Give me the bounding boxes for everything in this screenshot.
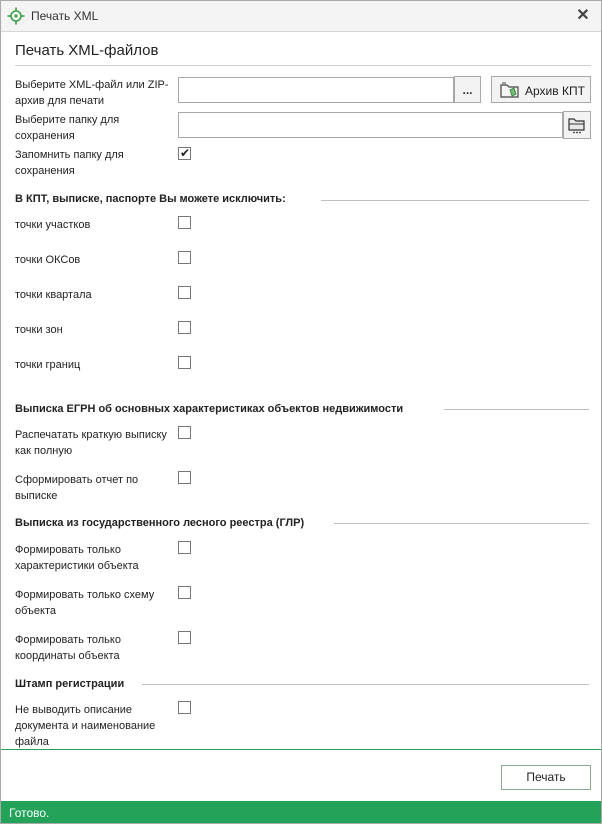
glr-item-label: Формировать только характеристики объекта [15, 544, 139, 572]
exclude-quarter-points-checkbox[interactable] [178, 286, 191, 299]
remember-folder-label: Запомнить папку для сохранения [15, 149, 124, 177]
egrn-item-label: Сформировать отчет по выписке [15, 474, 139, 502]
section-divider-glr [334, 523, 589, 524]
remember-folder-checkbox[interactable] [178, 147, 191, 160]
kpt-item-label: точки квартала [15, 289, 92, 301]
browse-file-button[interactable]: ... [454, 76, 481, 103]
folder-select-label: Выберите папку для сохранения [15, 114, 120, 142]
section-title-egrn: Выписка ЕГРН об основных характеристиках объектов недвижимости [15, 403, 404, 415]
exclude-border-points-checkbox[interactable] [178, 356, 191, 369]
egrn-item-label: Распечатать краткую выписку как полную [15, 429, 167, 457]
file-path-input[interactable] [178, 77, 454, 103]
footer-divider [1, 749, 601, 750]
status-text: Готово. [9, 806, 50, 820]
exclude-oks-points-checkbox[interactable] [178, 251, 191, 264]
folder-icon [568, 116, 586, 134]
archive-folder-icon [500, 81, 520, 99]
file-select-label: Выберите XML-файл или ZIP-архив для печати [15, 79, 169, 107]
exclude-parcel-points-checkbox[interactable] [178, 216, 191, 229]
only-scheme-checkbox[interactable] [178, 586, 191, 599]
heading-divider [15, 65, 591, 66]
hide-description-checkbox[interactable] [178, 701, 191, 714]
section-title-glr: Выписка из государственного лесного реестра (ГЛР) [15, 517, 305, 529]
section-title-stamp: Штамп регистрации [15, 678, 125, 690]
kpt-item-label: точки границ [15, 359, 81, 371]
print-button[interactable]: Печать [501, 765, 591, 790]
stamp-item-label: Не выводить описание документа и наименование файла [15, 704, 156, 748]
status-bar [1, 801, 601, 823]
browse-folder-button[interactable] [563, 111, 591, 139]
kpt-item-label: точки участков [15, 219, 91, 231]
exclude-zone-points-checkbox[interactable] [178, 321, 191, 334]
checkmark-icon: ✔ [180, 146, 191, 160]
archive-kpt-label: Архив КПТ [525, 84, 585, 98]
glr-item-label: Формировать только координаты объекта [15, 634, 121, 662]
window-title: Печать XML [31, 9, 99, 23]
only-characteristics-checkbox[interactable] [178, 541, 191, 554]
folder-path-input[interactable] [178, 112, 563, 138]
archive-kpt-button[interactable] [491, 76, 591, 103]
print-short-as-full-checkbox[interactable] [178, 426, 191, 439]
kpt-item-label: точки зон [15, 324, 63, 336]
section-divider-stamp [142, 684, 589, 685]
page-title: Печать XML-файлов [15, 42, 159, 59]
section-title-kpt: В КПТ, выписке, паспорте Вы можете исключить: [15, 193, 286, 205]
section-divider-kpt [321, 200, 589, 201]
close-icon: ✕ [576, 7, 590, 24]
section-divider-egrn [444, 409, 589, 410]
title-bar [1, 1, 601, 32]
generate-report-checkbox[interactable] [178, 471, 191, 484]
close-button[interactable] [573, 6, 593, 26]
only-coordinates-checkbox[interactable] [178, 631, 191, 644]
glr-item-label: Формировать только схему объекта [15, 589, 155, 617]
kpt-item-label: точки ОКСов [15, 254, 81, 266]
target-icon [7, 7, 25, 25]
